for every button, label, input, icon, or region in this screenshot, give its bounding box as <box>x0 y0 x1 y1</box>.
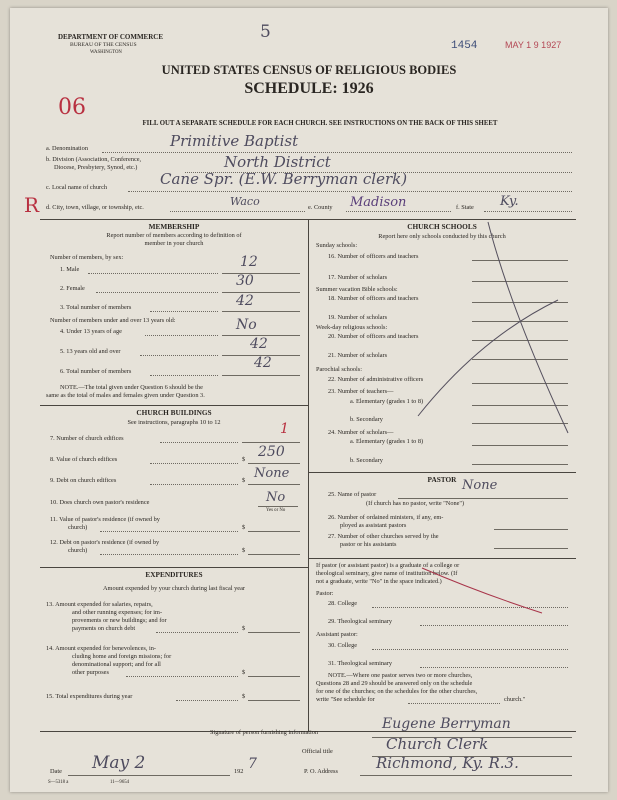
division-label-1: b. Division (Association, Conference, <box>46 156 142 163</box>
form-title: UNITED STATES CENSUS OF RELIGIOUS BODIES <box>161 63 457 77</box>
membership-note-2: same as the total of males and females given under Question 3. <box>46 392 205 399</box>
q24a-label: a. Elementary (grades 1 to 8) <box>350 438 424 445</box>
pastor-note-2: Questions 28 and 29 should be answered only on the schedule <box>316 680 473 687</box>
q19-label: 19. Number of scholars <box>328 314 388 321</box>
q26-label-2: ployed as assistant pastors <box>340 522 407 529</box>
q13-label-3: provements or new buildings; and for <box>72 617 167 624</box>
city-town-value: Waco <box>230 195 260 208</box>
bureau-label: BUREAU OF THE CENSUS <box>70 42 137 48</box>
q11-label-2: church) <box>68 524 88 531</box>
q30-label: 30. College <box>328 642 358 649</box>
official-title-label: Official title <box>302 748 333 755</box>
q1-male-label: 1. Male <box>60 266 80 273</box>
q13-label-1: 13. Amount expended for salaries, repairs, <box>46 601 153 608</box>
year-prefix: 192 <box>234 768 244 775</box>
q10-hint: Yes or No <box>266 508 286 513</box>
buildings-intro: See instructions, paragraphs 10 to 12 <box>127 419 221 426</box>
members-by-age-label: Number of members under and over 13 years old: <box>50 317 176 324</box>
signature-value: Eugene Berryman <box>382 716 511 732</box>
local-name-label: c. Local name of church <box>46 184 108 191</box>
q29-label: 29. Theological seminary <box>328 618 393 625</box>
q4-under-13-value: No <box>236 317 257 333</box>
q13-label-4: payments on church debt <box>72 625 136 632</box>
q14-label-3: denominational support; and for all <box>72 661 161 668</box>
handwritten-number: 5 <box>260 22 271 42</box>
q10-residence-value: No <box>266 490 286 505</box>
membership-intro-1: Report number of members according to definition of <box>106 232 242 239</box>
college-note-3: not a graduate, write "No" in the space indicated.) <box>316 578 442 585</box>
year-value: 7 <box>248 756 257 772</box>
expenditures-heading: EXPENDITURES <box>145 570 203 579</box>
q5-13-and-over-value: 42 <box>250 336 268 352</box>
members-by-sex-label: Number of members, by sex: <box>50 254 124 261</box>
q14-label-2: cluding home and foreign missions; for <box>72 653 172 660</box>
q21-label: 21. Number of scholars <box>328 352 388 359</box>
membership-note-1: NOTE.—The total given under Question 6 should be the <box>60 384 203 391</box>
state-label: f. State <box>456 204 474 211</box>
sunday-schools-label: Sunday schools: <box>316 242 358 249</box>
q3-total-label: 3. Total number of members <box>60 304 132 311</box>
handwritten-strike-marks <box>10 8 608 792</box>
q4-under-13-label: 4. Under 13 years of age <box>60 328 122 335</box>
college-note-2: theological seminary, give name of institution below. (If <box>316 570 458 577</box>
q23-label: 23. Number of teachers— <box>328 388 394 395</box>
q23a-label: a. Elementary (grades 1 to 8) <box>350 398 424 405</box>
schools-intro: Report here only schools conducted by this church <box>378 233 506 240</box>
address-value: Richmond, Ky. R.3. <box>376 754 519 772</box>
q2-female-value: 30 <box>236 273 254 289</box>
q25-pastor-value: None <box>462 478 498 493</box>
q9-debt-label: 9. Debt on church edifices <box>50 477 117 484</box>
q11-dollar: $ <box>242 524 246 531</box>
q6-total-label: 6. Total number of members <box>60 368 132 375</box>
department-label: DEPARTMENT OF COMMERCE <box>58 33 164 41</box>
assistant-subhead: Assistant pastor: <box>316 631 358 638</box>
q9-debt-value: None <box>254 466 290 481</box>
q20-label: 20. Number of officers and teachers <box>328 333 419 340</box>
q14-label-4: other purposes <box>72 669 109 676</box>
q9-dollar: $ <box>242 477 246 484</box>
q10-residence-label: 10. Does church own pastor's residence <box>50 499 150 506</box>
buildings-heading: CHURCH BUILDINGS <box>136 408 212 417</box>
handwritten-code: 06 <box>58 95 86 120</box>
census-schedule-form <box>10 8 608 792</box>
q25-note: (If church has no pastor, write "None") <box>366 500 465 507</box>
official-title-value: Church Clerk <box>386 735 489 753</box>
schedule-title: SCHEDULE: 1926 <box>244 80 374 97</box>
date-label: Date <box>50 768 62 775</box>
q1-male-value: 12 <box>240 254 258 270</box>
pastor-note-4: write "See schedule for <box>316 696 375 703</box>
q5-13-and-over-label: 5. 13 years old and over <box>60 348 121 355</box>
signature-label: Signature of person furnishing information <box>210 729 319 736</box>
received-date-stamp: MAY 1 9 1927 <box>505 40 562 50</box>
pastor-subhead: Pastor: <box>316 590 334 597</box>
division-value: North District <box>224 153 331 171</box>
serial-number: 1454 <box>451 40 478 52</box>
q24b-label: b. Secondary <box>350 457 383 464</box>
denomination-label: a. Denomination <box>46 145 88 152</box>
pastor-heading: PASTOR <box>427 475 457 484</box>
city-label: WASHINGTON <box>90 50 122 55</box>
weekday-schools-label: Week-day religious schools: <box>316 324 388 331</box>
q7-edifices-value: 1 <box>280 421 289 437</box>
q28-label: 28. College <box>328 600 358 607</box>
parochial-schools-label: Parochial schools: <box>316 366 362 373</box>
schools-heading: CHURCH SCHOOLS <box>407 222 477 231</box>
q12-label-2: church) <box>68 547 88 554</box>
state-value: Ky. <box>500 194 519 209</box>
q12-dollar: $ <box>242 547 246 554</box>
q23b-label: b. Secondary <box>350 416 383 423</box>
college-note-1: If pastor (or assistant pastor) is a graduate of a college or <box>316 562 460 569</box>
summer-schools-label: Summer vacation Bible schools: <box>316 286 398 293</box>
q2-female-label: 2. Female <box>60 285 85 292</box>
pastor-note-1: NOTE.—Where one pastor serves two or more churches, <box>328 672 473 679</box>
q18-label: 18. Number of officers and teachers <box>328 295 419 302</box>
q8-value: 250 <box>258 444 285 460</box>
county-label: e. County <box>308 204 333 211</box>
local-name-value: Cane Spr. (E.W. Berryman clerk) <box>160 170 408 188</box>
q11-label-1: 11. Value of pastor's residence (if owned by <box>50 516 160 523</box>
q17-label: 17. Number of scholars <box>328 274 388 281</box>
red-r-mark: R <box>24 193 40 217</box>
address-label: P. O. Address <box>304 768 338 775</box>
q22-label: 22. Number of administrative officers <box>328 376 424 383</box>
q8-dollar: $ <box>242 456 246 463</box>
q25-label: 25. Name of pastor <box>328 491 377 498</box>
q14-label-1: 14. Amount expended for benevolences, in- <box>46 645 156 652</box>
q13-label-2: and other running expenses; for im- <box>72 609 163 616</box>
q12-label-1: 12. Debt on pastor's residence (if owned by <box>50 539 160 546</box>
q13-dollar: $ <box>242 625 246 632</box>
q27-label-1: 27. Number of other churches served by the <box>328 533 439 540</box>
city-town-label: d. City, town, village, or township, etc. <box>46 204 144 211</box>
q8-value-label: 8. Value of church edifices <box>50 456 118 463</box>
date-blank <box>68 775 230 776</box>
instruction-line: FILL OUT A SEPARATE SCHEDULE FOR EACH CHURCH. SEE INSTRUCTIONS ON THE BACK OF THIS SHEET <box>142 120 498 127</box>
q14-dollar: $ <box>242 669 246 676</box>
print-code: 11—9654 <box>110 780 130 785</box>
q6-total-value: 42 <box>254 355 272 371</box>
pastor-note-5: church." <box>504 696 526 703</box>
q3-total-value: 42 <box>236 293 254 309</box>
form-code: S—5318 a <box>48 780 69 785</box>
q24-label: 24. Number of scholars— <box>328 429 394 436</box>
q15-label: 15. Total expenditures during year <box>46 693 133 700</box>
date-value: May 2 <box>92 753 146 773</box>
membership-intro-2: member in your church <box>144 240 204 247</box>
denomination-value: Primitive Baptist <box>170 132 299 150</box>
q16-label: 16. Number of officers and teachers <box>328 253 419 260</box>
q7-edifices-label: 7. Number of church edifices <box>50 435 124 442</box>
q27-label-2: pastor or his assistants <box>340 541 397 548</box>
division-label-2: Diocese, Presbytery, Synod, etc.) <box>54 164 138 171</box>
expenditures-intro: Amount expended by your church during last fiscal year <box>103 585 245 592</box>
county-value: Madison <box>350 195 407 210</box>
pastor-note-3: for one of the churches; on the schedules for the other churches, <box>316 688 478 695</box>
q31-label: 31. Theological seminary <box>328 660 393 667</box>
membership-heading: MEMBERSHIP <box>148 222 200 231</box>
q26-label-1: 26. Number of ordained ministers, if any, em- <box>328 514 444 521</box>
q15-dollar: $ <box>242 693 246 700</box>
address-blank <box>360 775 572 776</box>
